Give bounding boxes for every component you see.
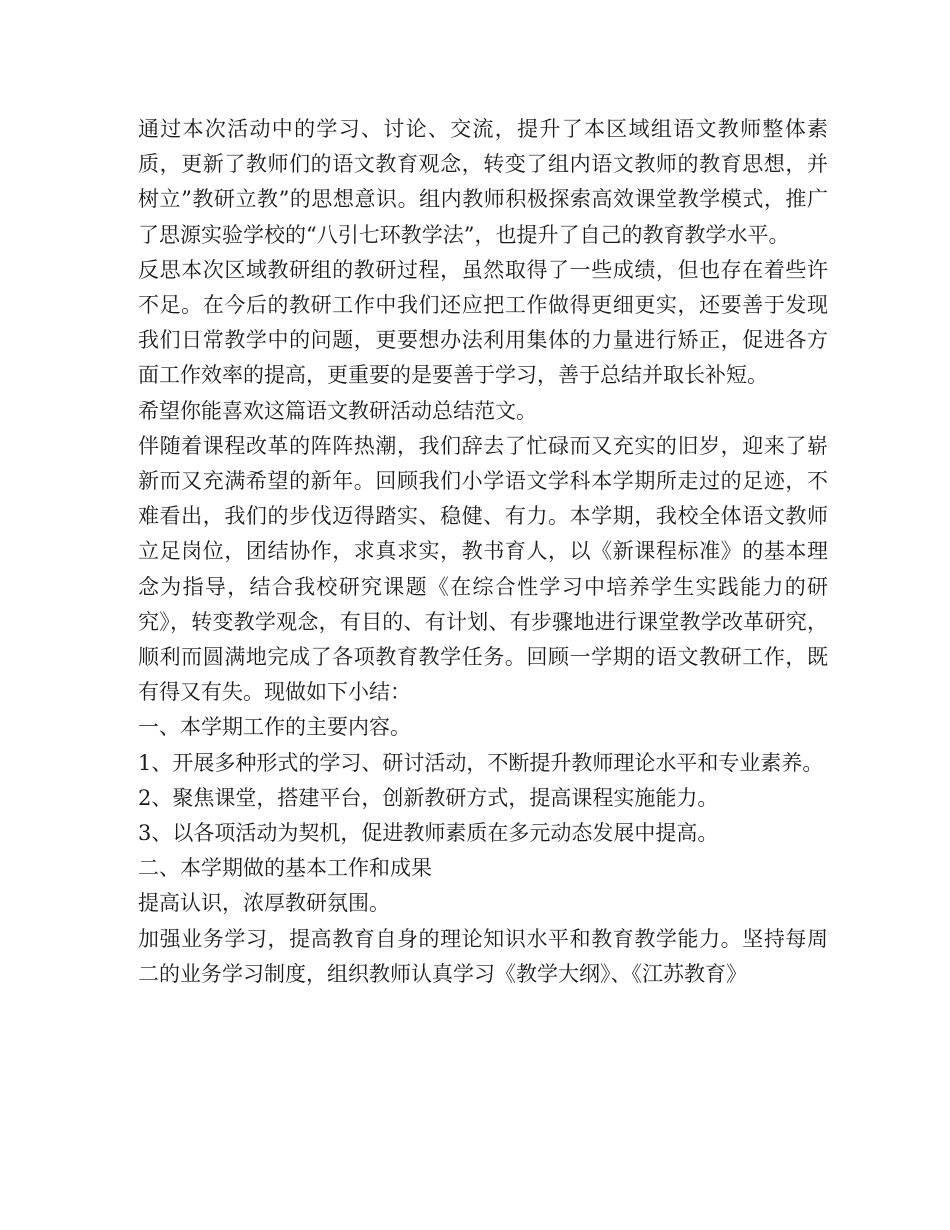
section-heading-main-content: 一、本学期工作的主要内容。 [138,715,411,740]
document-body [138,112,828,992]
paragraph-reflection: 反思本次区域教研组的教研过程，虽然取得了一些成绩，但也存在着些许不足。在今后的教研工作中我们还应把工作做得更细更实，还要善于发现我们日常教学中的问题，更要想办法利用集体的力量进行矫正，促进各方面工作效率的提高，更重要的是要善于学习，善于总结并取长补短。 [138,257,828,388]
paragraph-activity-outcome: 通过本次活动中的学习、讨论、交流，提升了本区域组语文教师整体素质，更新了教师们的语文教育观念，转变了组内语文教师的教育思想，并树立”教研立教”的思想意识。组内教师积极探索高效课堂教学模式，推广了思源实验学校的“八引七环教学法”，也提升了自己的教育教学水平。 [138,117,828,247]
paragraph-semester-intro: 伴随着课程改革的阵阵热潮，我们辞去了忙碌而又充实的旧岁，迎来了崭新而又充满希望的新年。回顾我们小学语文学科本学期所走过的足迹，不难看出，我们的步伐迈得踏实、稳健、有力。本学期，我校全体语文教师立足岗位，团结协作，求真求实，教书育人，以《新课程标准》的基本理念为指导，结合我校研究课题《在综合性学习中培养学生实践能力的研究》，转变教学观念，有目的、有计划、有步骤地进行课堂教学改革研究，顺利而圆满地完成了各项教育教学任务。回顾一学期的语文教研工作，既有得又有失。现做如下小结： [138,433,828,705]
list-item-2: 2、聚焦课堂，搭建平台，创新教研方式，提高课程实施能力。 [138,785,719,810]
section-heading-basic-work: 二、本学期做的基本工作和成果 [138,856,432,881]
paragraph-closing-wish: 希望你能喜欢这篇语文教研活动总结范文。 [138,398,537,423]
list-item-1: 1、开展多种形式的学习、研讨活动，不断提升教师理论水平和专业素养。 [138,750,824,775]
paragraph-business-study: 加强业务学习，提高教育自身的理论知识水平和教育教学能力。坚持每周二的业务学习制度，组织教师认真学习《教学大纲》、《江苏教育》 [138,926,828,986]
list-item-3: 3、以各项活动为契机，促进教师素质在多元动态发展中提高。 [138,821,719,846]
subheading-raise-awareness: 提高认识，浓厚教研氛围。 [138,891,390,916]
